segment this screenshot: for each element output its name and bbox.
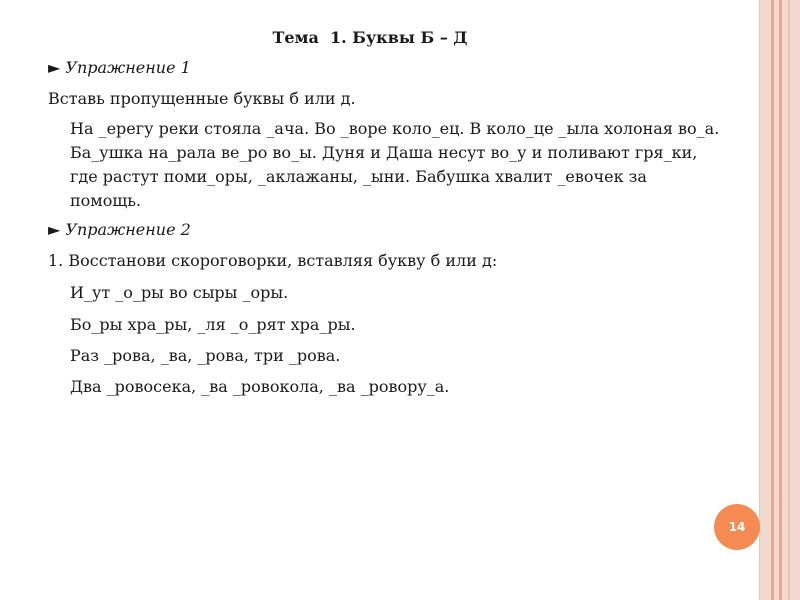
tongue-twister-line: Два _ровосека, _ва _ровокола, _ва _ровору_а. [70, 377, 450, 396]
exercise2-heading: Упражнение 2 [65, 220, 191, 239]
bullet-arrow-icon: ► [48, 58, 61, 77]
frame-stripe [779, 0, 782, 600]
slide-title: Тема 1. Буквы Б – Д [272, 28, 468, 47]
exercise1-heading-row [48, 58, 191, 77]
page-number-badge: 14 [714, 504, 760, 550]
bullet-arrow-icon: ► [48, 220, 61, 239]
exercise1-instruction: Вставь пропущенные буквы б или д. [48, 89, 356, 108]
frame-stripe [788, 0, 790, 600]
frame-stripe [771, 0, 774, 600]
tongue-twister-line: И_ут _о_ры во сыры _оры. [70, 283, 289, 302]
exercise2-instruction: 1. Восстанови скороговорки, вставляя букву б или д: [48, 251, 498, 270]
exercise2-heading-row [48, 220, 191, 239]
tongue-twister-line: Бо_ры хра_ры, _ля _о_рят хра_ры. [70, 315, 356, 334]
tongue-twister-line: Раз _рова, _ва, _рова, три _рова. [70, 346, 341, 365]
exercise1-heading: Упражнение 1 [65, 58, 191, 77]
exercise1-text: На _ерегу реки стояла _ача. Во _воре коло_ец. В коло_це _ыла холоная во_а. Ба_ушка на_рала ве_ро во_ы. Дуня и Даша несут во_у и поливают гря_ки, где растут поми_оры, _аклажаны, _ыни. Бабушка хвалит _евочек за помощь. [70, 119, 720, 210]
